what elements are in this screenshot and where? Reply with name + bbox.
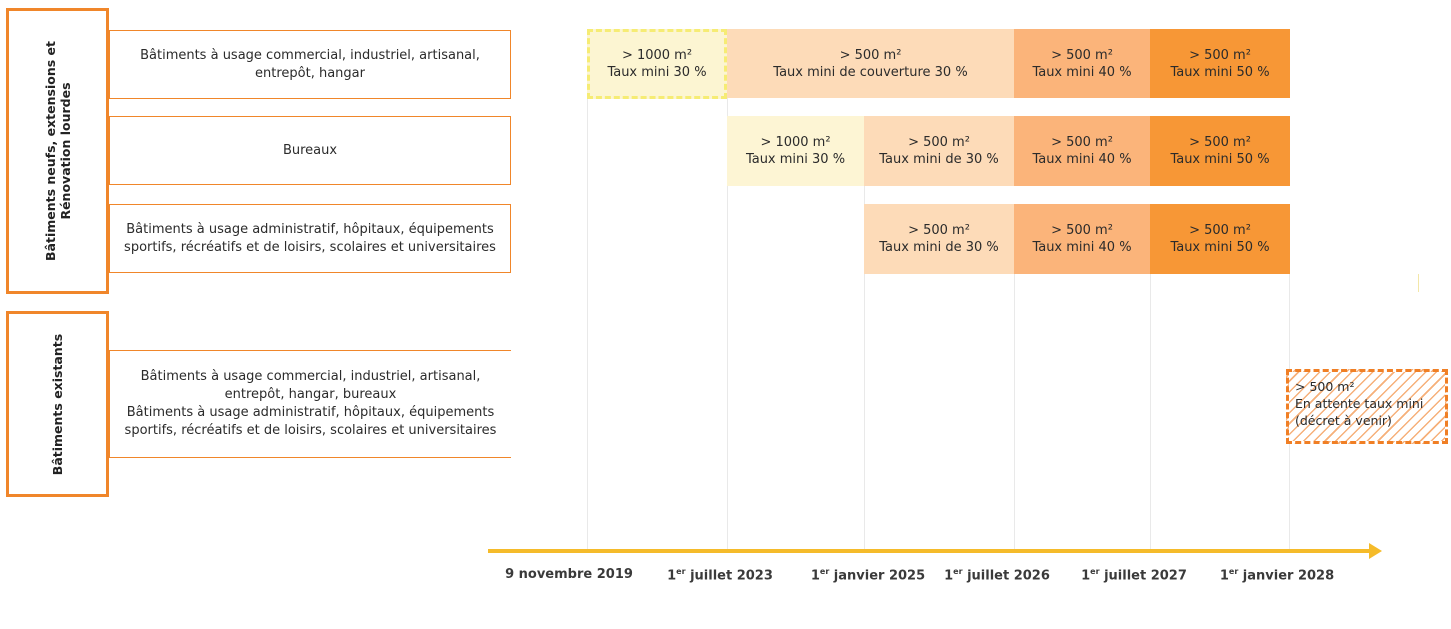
timeline-block: > 500 m² Taux mini de 30 % bbox=[864, 116, 1014, 186]
timeline-block: > 500 m² Taux mini 50 % bbox=[1150, 29, 1290, 98]
date-label: 1er juillet 2026 bbox=[944, 567, 1050, 584]
timeline-block: > 500 m² Taux mini 50 % bbox=[1150, 204, 1290, 274]
row-label-offices: Bureaux bbox=[109, 116, 511, 185]
date-label: 9 novembre 2019 bbox=[505, 567, 633, 582]
pending-block: > 500 m² En attente taux mini (décret à venir) bbox=[1286, 369, 1448, 444]
guide-line-2027 bbox=[1150, 274, 1151, 550]
guide-line-2026 bbox=[1014, 274, 1015, 550]
timeline-block: > 500 m² Taux mini 40 % bbox=[1014, 204, 1150, 274]
date-label: 1er janvier 2028 bbox=[1219, 567, 1335, 584]
row-label-commercial: Bâtiments à usage commercial, industriel, artisanal, entrepôt, hangar bbox=[109, 30, 511, 99]
category-existing-buildings-label: Bâtiments existants bbox=[50, 333, 66, 475]
guide-line-2019 bbox=[587, 98, 588, 550]
category-new-buildings-label: Bâtiments neufs, extensions et Rénovation lourdes bbox=[42, 41, 73, 261]
row-label-existing: Bâtiments à usage commercial, industriel, artisanal, entrepôt, hangar, bureaux Bâtiments à usage administratif, hôpitaux, équipements sportifs, récréatifs et de loisirs, scolaires et universitaires bbox=[109, 350, 511, 458]
timeline-block: > 1000 m² Taux mini 30 % bbox=[727, 116, 864, 186]
category-new-buildings bbox=[6, 8, 109, 294]
timeline-axis bbox=[488, 549, 1370, 553]
timeline-block: > 500 m² Taux mini 40 % bbox=[1014, 116, 1150, 186]
timeline-block: > 500 m² Taux mini de couverture 30 % bbox=[727, 29, 1014, 98]
category-existing-buildings bbox=[6, 311, 109, 497]
date-label: 1er janvier 2025 bbox=[810, 567, 926, 584]
edge-mark bbox=[1418, 274, 1419, 292]
timeline-block: > 1000 m² Taux mini 30 % bbox=[587, 29, 727, 99]
timeline-block: > 500 m² Taux mini 40 % bbox=[1014, 29, 1150, 98]
row-label-administrative: Bâtiments à usage administratif, hôpitaux, équipements sportifs, récréatifs et de loisirs, scolaires et universitaires bbox=[109, 204, 511, 273]
arrow-head-icon bbox=[1369, 543, 1382, 559]
date-label: 1er juillet 2023 bbox=[667, 567, 773, 584]
timeline-block: > 500 m² Taux mini 50 % bbox=[1150, 116, 1290, 186]
timeline-block: > 500 m² Taux mini de 30 % bbox=[864, 204, 1014, 274]
date-label: 1er juillet 2027 bbox=[1081, 567, 1187, 584]
